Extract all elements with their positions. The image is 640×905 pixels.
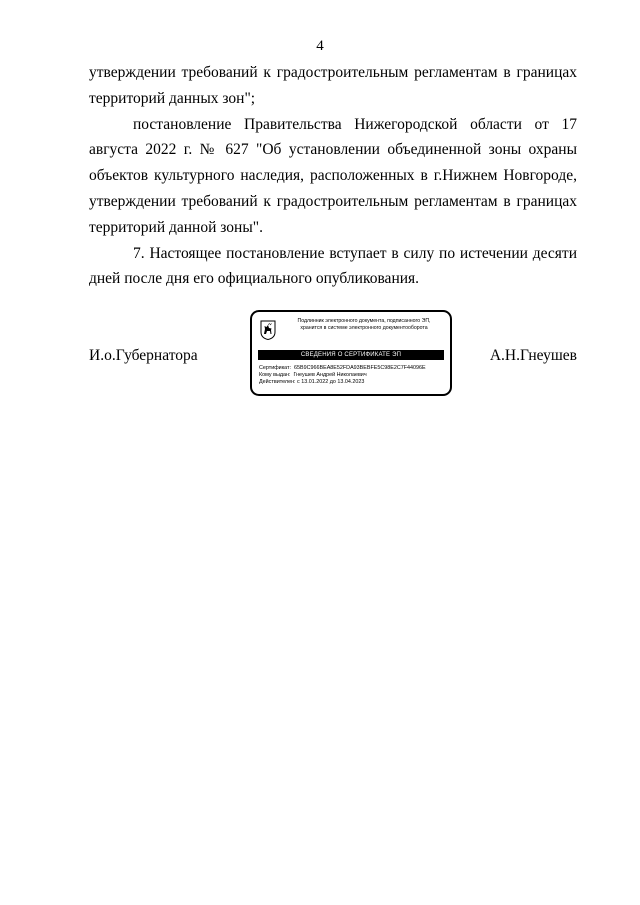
stamp-header [280,318,448,332]
e-signature-stamp [250,310,452,396]
certificate-details [259,365,447,386]
certificate-owner-label: Кому выдан: [259,372,291,378]
paragraph-resolution-627: постановление Правительства Нижегородской области от 17 августа 2022 г. № 627 "Об установлении объединенной зоны охраны объектов культурного наследия, расположенных в г.Нижнем Новгороде, утверждении требований к градостроительным регламентам в границах территорий данной зоны". [89,115,577,236]
stamp-header-line-1: Подлинник электронного документа, подписанного ЭП, [297,318,431,324]
certificate-serial-value: 65B9C966BEA8E52FDA93BEBFE5C98E2C7F44096E [294,365,426,371]
certificate-title-bar: СВЕДЕНИЯ О СЕРТИФИКАТЕ ЭП [258,350,444,360]
signatory-position: И.о.Губернатора [89,347,198,364]
certificate-validity-value: с 13.01.2022 до 13.04.2023 [297,379,365,385]
stamp-header-line-2: хранится в системе электронного документооборота [300,325,428,331]
certificate-serial-row [259,365,447,372]
signatory-name: А.Н.Гнеушев [489,347,577,364]
document-body [89,60,577,292]
certificate-owner-value: Гнеушев Андрей Николаевич [293,372,367,378]
certificate-serial-label: Сертификат: [259,365,292,371]
certificate-validity-label: Действителен: [259,379,296,385]
certificate-owner-row [259,372,447,379]
page-number: 4 [316,38,324,54]
paragraph-continuation: утверждении требований к градостроительным регламентам в границах территорий данных зон"; [89,64,577,107]
certificate-validity-row [259,379,447,386]
paragraph-effective-date: 7. Настоящее постановление вступает в силу по истечении десяти дней после дня его официального опубликования. [89,244,577,288]
nizhny-novgorod-emblem-icon [260,320,276,340]
